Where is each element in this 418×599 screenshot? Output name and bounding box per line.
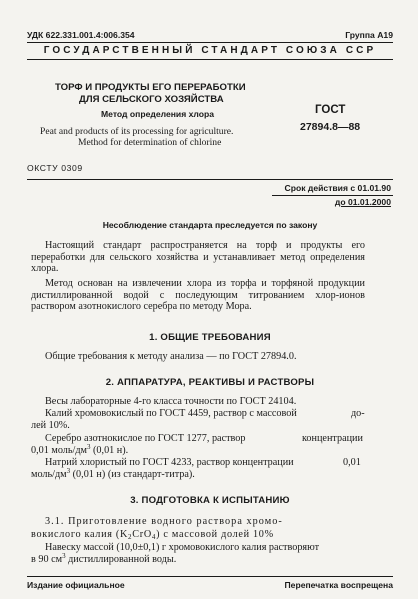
title-ru-line2: ДЛЯ СЕЛЬСКОГО ХОЗЯЙСТВА bbox=[79, 94, 224, 105]
section-1-text: Общие требования к методу анализа — по ГОСТ 27894.0. bbox=[45, 351, 297, 362]
intro-paragraph-scope: Настоящий стандарт распространяется на торф и продукты его переработки для сельского хозяйства и устанавливает метод определения хлора. bbox=[31, 240, 365, 275]
title-ru-subtitle: Метод определения хлора bbox=[101, 109, 215, 119]
section-2-sodium-line1-end: 0,01 bbox=[343, 457, 361, 468]
title-rule bbox=[27, 179, 393, 180]
title-ru-line1: ТОРФ И ПРОДУКТЫ ЕГО ПЕРЕРАБОТКИ bbox=[55, 82, 246, 93]
group-code: Группа А19 bbox=[345, 30, 393, 40]
state-standard-banner: ГОСУДАРСТВЕННЫЙ СТАНДАРТ СОЮЗА ССР bbox=[43, 45, 377, 56]
validity-to: до 01.01.2000 bbox=[334, 197, 391, 207]
validity-from: Срок действия с 01.01.90 bbox=[284, 183, 391, 193]
section-3-weighing: Навеску массой (10,0±0,1) г хромовокислого калия растворяют bbox=[45, 542, 320, 553]
section-2-balance: Весы лабораторные 4-го класса точности по ГОСТ 24104. bbox=[45, 396, 297, 407]
section-2-sodium-line2: моль/$дм^3$ (0,01 н) (из стандарт-титра). bbox=[31, 467, 195, 480]
gost-label: ГОСТ bbox=[315, 104, 346, 116]
section-3-heading: 3. ПОДГОТОВКА К ИСПЫТАНИЮ bbox=[130, 495, 290, 506]
section-3-item-title-line1: 3.1. Приготовление водного раствора хромо- bbox=[45, 516, 283, 527]
section-2-silver-line1: Серебро азотнокислое по ГОСТ 1277, раствор bbox=[45, 433, 246, 444]
section-2-chromate-line1-end: до- bbox=[351, 408, 365, 419]
okstu-code: ОКСТУ 0309 bbox=[27, 163, 83, 173]
title-en-line1: Peat and products of its processing for agriculture. bbox=[40, 126, 234, 137]
footer-reprint-prohibited: Перепечатка воспрещена bbox=[284, 580, 393, 590]
title-en-line2: Method for determination of chlorine bbox=[78, 137, 222, 148]
section-2-silver-line1-end: концентрации bbox=[302, 433, 363, 444]
intro-paragraph-method: Метод основан на извлечении хлора из торфа и торфяной продукции дистиллированной водой с последующим титрованием хлор-ионов раствором азотнокислого серебра по методу Мора. bbox=[31, 278, 365, 313]
section-2-silver-line2: 0,01 моль/$дм^3$ (0,01 н). bbox=[31, 443, 129, 456]
section-2-sodium-line1: Натрий хлористый по ГОСТ 4233, раствор концентрации bbox=[45, 457, 294, 468]
section-3-dissolve: в 90 $см^3$ дистиллированной воды. bbox=[31, 552, 177, 565]
gost-number: 27894.8—88 bbox=[300, 121, 361, 133]
header-rule-bottom bbox=[27, 59, 393, 60]
legal-notice: Несоблюдение стандарта преследуется по закону bbox=[102, 220, 318, 230]
footer-official-edition: Издание официальное bbox=[27, 580, 125, 590]
section-2-chromate-line2: лей 10%. bbox=[31, 420, 70, 431]
footer-rule bbox=[27, 576, 393, 577]
validity-rule bbox=[272, 195, 393, 196]
section-1-heading: 1. ОБЩИЕ ТРЕБОВАНИЯ bbox=[149, 332, 271, 343]
udk-code: УДК 622.331.001.4:006.354 bbox=[27, 30, 135, 40]
section-2-chromate-line1: Калий хромовокислый по ГОСТ 4459, раствор с массовой bbox=[45, 408, 297, 419]
section-3-item-title-line2: вокислого калия $(K_2CrO_4)$ с массовой долей 10% bbox=[31, 529, 274, 541]
section-2-heading: 2. АППАРАТУРА, РЕАКТИВЫ И РАСТВОРЫ bbox=[105, 377, 315, 388]
header-rule-top bbox=[27, 42, 393, 43]
